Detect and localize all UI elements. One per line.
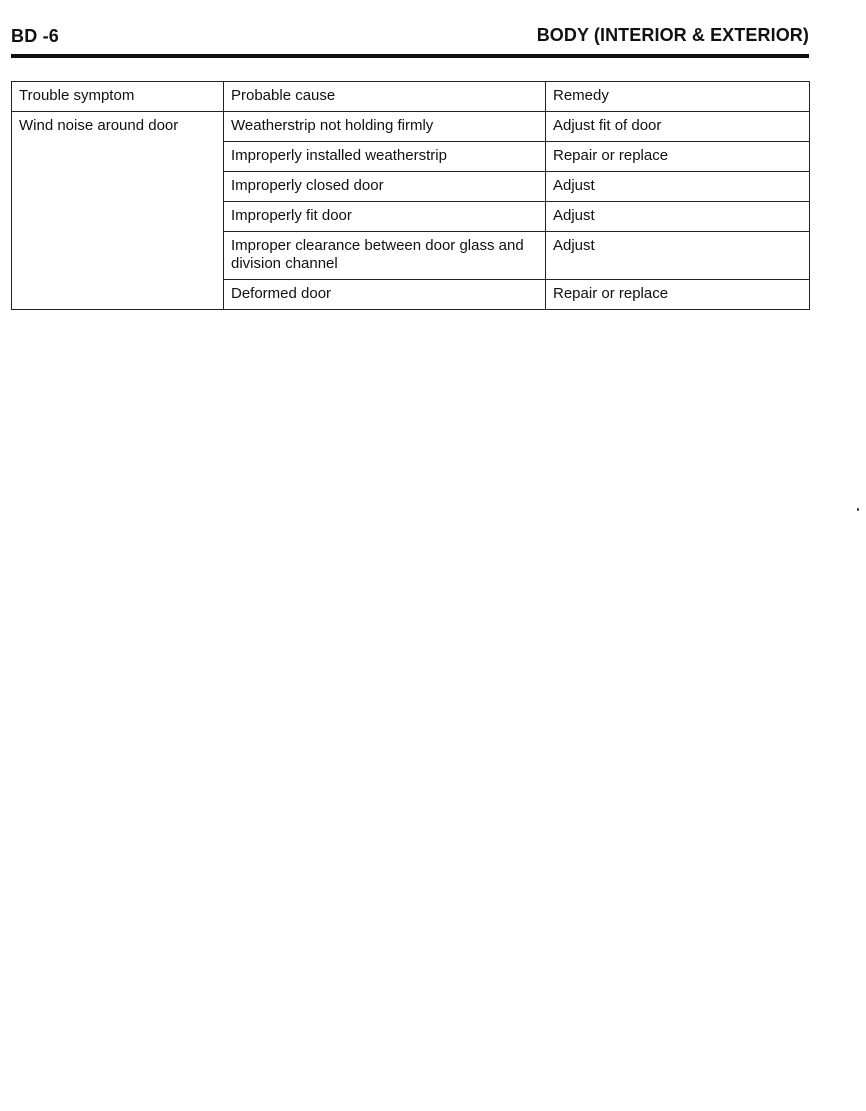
remedy-cell: Repair or replace [546,280,810,310]
cause-cell: Improperly installed weatherstrip [224,142,546,172]
section-title: BODY (INTERIOR & EXTERIOR) [536,25,809,45]
table-header-row [12,82,810,112]
remedy-cell: Adjust [546,202,810,232]
cause-cell: Improper clearance between door glass and division channel [224,232,546,280]
column-header-cause: Probable cause [224,82,546,112]
page-number: BD -6 [11,26,60,46]
remedy-cell: Repair or replace [546,142,810,172]
cause-cell: Weatherstrip not holding firmly [224,112,546,142]
column-header-remedy: Remedy [546,82,810,112]
troubleshooting-table [11,81,810,310]
page-header [11,22,809,52]
column-header-symptom: Trouble symptom [12,82,224,112]
cause-cell: Deformed door [224,280,546,310]
symptom-cell: Wind noise around door [12,112,224,310]
table-row [12,112,810,142]
remedy-cell: Adjust [546,232,810,280]
cause-cell: Improperly fit door [224,202,546,232]
scan-speck [857,508,859,511]
remedy-cell: Adjust fit of door [546,112,810,142]
remedy-cell: Adjust [546,172,810,202]
cause-cell: Improperly closed door [224,172,546,202]
header-rule [11,54,809,58]
